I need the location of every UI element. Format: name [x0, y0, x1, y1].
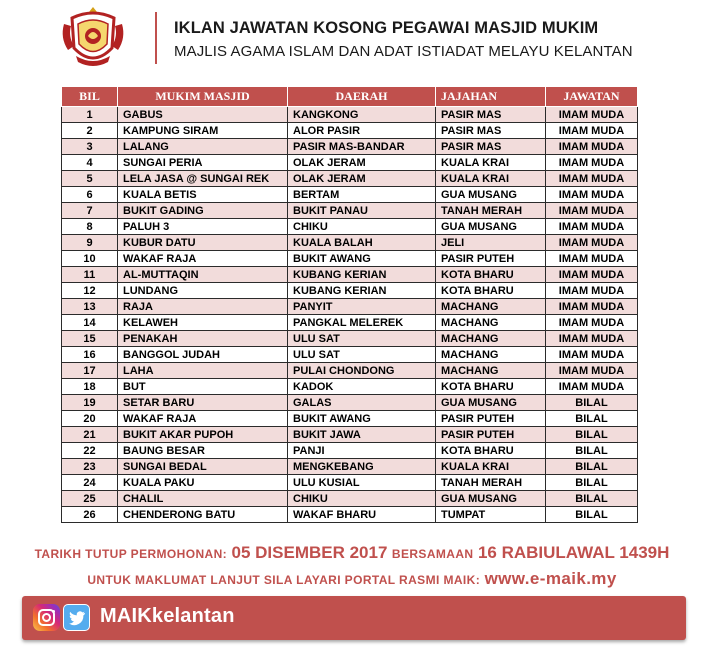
cell-jawatan: IMAM MUDA: [546, 347, 638, 363]
cell-daerah: ULU SAT: [288, 347, 436, 363]
cell-daerah: PANYIT: [288, 299, 436, 315]
cell-daerah: BUKIT AWANG: [288, 251, 436, 267]
cell-mukim-masjid: BUT: [118, 379, 288, 395]
cell-bil: 13: [62, 299, 118, 315]
cell-bil: 21: [62, 427, 118, 443]
cell-mukim-masjid: CHENDERONG BATU: [118, 507, 288, 523]
table-row: [62, 379, 638, 395]
cell-jajahan: KOTA BHARU: [436, 379, 546, 395]
cell-mukim-masjid: KELAWEH: [118, 315, 288, 331]
table-body: [62, 107, 638, 523]
cell-jawatan: IMAM MUDA: [546, 283, 638, 299]
cell-mukim-masjid: SETAR BARU: [118, 395, 288, 411]
cell-daerah: ULU SAT: [288, 331, 436, 347]
cell-daerah: MENGKEBANG: [288, 459, 436, 475]
cell-mukim-masjid: WAKAF RAJA: [118, 411, 288, 427]
cell-bil: 15: [62, 331, 118, 347]
cell-daerah: PASIR MAS-BANDAR: [288, 139, 436, 155]
table-row: [62, 427, 638, 443]
cell-mukim-masjid: AL-MUTTAQIN: [118, 267, 288, 283]
table-row: [62, 203, 638, 219]
cell-jajahan: KUALA KRAI: [436, 459, 546, 475]
cell-jawatan: IMAM MUDA: [546, 203, 638, 219]
cell-jajahan: MACHANG: [436, 331, 546, 347]
cell-jajahan: MACHANG: [436, 315, 546, 331]
cell-bil: 20: [62, 411, 118, 427]
cell-mukim-masjid: SUNGAI PERIA: [118, 155, 288, 171]
table-row: [62, 107, 638, 123]
cell-mukim-masjid: RAJA: [118, 299, 288, 315]
vacancy-table: [61, 86, 638, 523]
table-row: [62, 507, 638, 523]
cell-jajahan: PASIR PUTEH: [436, 427, 546, 443]
cell-bil: 1: [62, 107, 118, 123]
cell-jawatan: IMAM MUDA: [546, 187, 638, 203]
cell-jajahan: GUA MUSANG: [436, 491, 546, 507]
table-row: [62, 491, 638, 507]
info-line: [0, 569, 704, 589]
table-row: [62, 331, 638, 347]
page-title: IKLAN JAWATAN KOSONG PEGAWAI MASJID MUKIM: [174, 19, 599, 37]
cell-jajahan: MACHANG: [436, 299, 546, 315]
column-header-bil: BIL: [62, 87, 118, 107]
table-row: [62, 187, 638, 203]
table-row: [62, 363, 638, 379]
cell-jajahan: TUMPAT: [436, 507, 546, 523]
cell-jawatan: IMAM MUDA: [546, 107, 638, 123]
instagram-icon[interactable]: [33, 604, 60, 631]
cell-jajahan: MACHANG: [436, 363, 546, 379]
cell-mukim-masjid: CHALIL: [118, 491, 288, 507]
cell-jajahan: KUALA KRAI: [436, 155, 546, 171]
cell-bil: 14: [62, 315, 118, 331]
cell-daerah: KUALA BALAH: [288, 235, 436, 251]
table-row: [62, 315, 638, 331]
cell-mukim-masjid: LELA JASA @ SUNGAI REK: [118, 171, 288, 187]
table-row: [62, 347, 638, 363]
table-row: [62, 155, 638, 171]
cell-bil: 8: [62, 219, 118, 235]
cell-bil: 16: [62, 347, 118, 363]
closing-date-hijri: 16 RABIULAWAL 1439H: [477, 543, 670, 562]
table-row: [62, 267, 638, 283]
cell-jawatan: BILAL: [546, 443, 638, 459]
table-row: [62, 251, 638, 267]
cell-daerah: KUBANG KERIAN: [288, 267, 436, 283]
cell-daerah: PULAI CHONDONG: [288, 363, 436, 379]
cell-jajahan: TANAH MERAH: [436, 203, 546, 219]
portal-link[interactable]: www.e-maik.my: [484, 569, 617, 588]
cell-daerah: KADOK: [288, 379, 436, 395]
column-header-jajahan: JAJAHAN: [436, 87, 546, 107]
table-row: [62, 283, 638, 299]
cell-jajahan: JELI: [436, 235, 546, 251]
cell-jajahan: TANAH MERAH: [436, 475, 546, 491]
table-row: [62, 139, 638, 155]
cell-bil: 25: [62, 491, 118, 507]
cell-daerah: KANGKONG: [288, 107, 436, 123]
cell-jawatan: BILAL: [546, 491, 638, 507]
cell-mukim-masjid: LALANG: [118, 139, 288, 155]
cell-jawatan: IMAM MUDA: [546, 331, 638, 347]
cell-daerah: PANJI: [288, 443, 436, 459]
cell-mukim-masjid: KUALA PAKU: [118, 475, 288, 491]
cell-daerah: BUKIT PANAU: [288, 203, 436, 219]
cell-mukim-masjid: WAKAF RAJA: [118, 251, 288, 267]
cell-daerah: PANGKAL MELEREK: [288, 315, 436, 331]
cell-mukim-masjid: BAUNG BESAR: [118, 443, 288, 459]
cell-jawatan: BILAL: [546, 459, 638, 475]
cell-jawatan: IMAM MUDA: [546, 251, 638, 267]
column-header-jawatan: JAWATAN: [546, 87, 638, 107]
cell-daerah: OLAK JERAM: [288, 171, 436, 187]
cell-bil: 22: [62, 443, 118, 459]
cell-daerah: GALAS: [288, 395, 436, 411]
cell-mukim-masjid: BUKIT AKAR PUPOH: [118, 427, 288, 443]
cell-jawatan: IMAM MUDA: [546, 123, 638, 139]
cell-bil: 4: [62, 155, 118, 171]
cell-mukim-masjid: SUNGAI BEDAL: [118, 459, 288, 475]
table-row: [62, 459, 638, 475]
table-row: [62, 443, 638, 459]
cell-mukim-masjid: KUBUR DATU: [118, 235, 288, 251]
header-divider: [155, 12, 157, 64]
cell-jajahan: PASIR PUTEH: [436, 411, 546, 427]
cell-jawatan: IMAM MUDA: [546, 299, 638, 315]
cell-daerah: OLAK JERAM: [288, 155, 436, 171]
cell-daerah: ULU KUSIAL: [288, 475, 436, 491]
cell-jajahan: KOTA BHARU: [436, 283, 546, 299]
cell-jawatan: BILAL: [546, 427, 638, 443]
cell-mukim-masjid: LAHA: [118, 363, 288, 379]
cell-bil: 26: [62, 507, 118, 523]
cell-daerah: BUKIT JAWA: [288, 427, 436, 443]
cell-mukim-masjid: GABUS: [118, 107, 288, 123]
cell-jajahan: PASIR MAS: [436, 123, 546, 139]
instagram-lens: [42, 613, 51, 622]
page-subtitle: MAJLIS AGAMA ISLAM DAN ADAT ISTIADAT MELAYU KELANTAN: [174, 43, 633, 60]
cell-mukim-masjid: LUNDANG: [118, 283, 288, 299]
cell-mukim-masjid: PENAKAH: [118, 331, 288, 347]
table-row: [62, 475, 638, 491]
closing-date-label: TARIKH TUTUP PERMOHONAN:: [34, 547, 228, 561]
cell-bil: 6: [62, 187, 118, 203]
cell-bil: 7: [62, 203, 118, 219]
cell-bil: 23: [62, 459, 118, 475]
table-header-row: [62, 87, 638, 107]
cell-bil: 10: [62, 251, 118, 267]
cell-mukim-masjid: BUKIT GADING: [118, 203, 288, 219]
table-row: [62, 171, 638, 187]
maik-crest-icon: [58, 4, 128, 70]
cell-daerah: BERTAM: [288, 187, 436, 203]
cell-bil: 19: [62, 395, 118, 411]
twitter-icon[interactable]: [63, 604, 90, 631]
cell-jawatan: IMAM MUDA: [546, 139, 638, 155]
cell-jajahan: PASIR MAS: [436, 139, 546, 155]
cell-jajahan: PASIR MAS: [436, 107, 546, 123]
cell-jajahan: MACHANG: [436, 347, 546, 363]
cell-jawatan: BILAL: [546, 475, 638, 491]
cell-daerah: CHIKU: [288, 219, 436, 235]
header: [0, 0, 704, 74]
cell-jajahan: PASIR PUTEH: [436, 251, 546, 267]
cell-bil: 18: [62, 379, 118, 395]
closing-date-connector: BERSAMAAN: [391, 547, 474, 561]
cell-jajahan: GUA MUSANG: [436, 187, 546, 203]
table-row: [62, 411, 638, 427]
cell-jawatan: IMAM MUDA: [546, 219, 638, 235]
cell-bil: 9: [62, 235, 118, 251]
cell-bil: 12: [62, 283, 118, 299]
cell-jawatan: IMAM MUDA: [546, 379, 638, 395]
cell-mukim-masjid: KAMPUNG SIRAM: [118, 123, 288, 139]
table-row: [62, 299, 638, 315]
cell-jawatan: BILAL: [546, 507, 638, 523]
column-header-mukim-masjid: MUKIM MASJID: [118, 87, 288, 107]
table-row: [62, 235, 638, 251]
cell-jawatan: BILAL: [546, 395, 638, 411]
brand-handle: MAIKkelantan: [100, 605, 235, 627]
cell-mukim-masjid: PALUH 3: [118, 219, 288, 235]
cell-mukim-masjid: KUALA BETIS: [118, 187, 288, 203]
cell-daerah: KUBANG KERIAN: [288, 283, 436, 299]
cell-jajahan: GUA MUSANG: [436, 395, 546, 411]
cell-daerah: ALOR PASIR: [288, 123, 436, 139]
closing-date-value: 05 DISEMBER 2017: [231, 543, 388, 562]
cell-bil: 24: [62, 475, 118, 491]
cell-jawatan: IMAM MUDA: [546, 267, 638, 283]
twitter-bird-icon: [64, 605, 89, 630]
social-banner: [22, 596, 686, 640]
cell-daerah: WAKAF BHARU: [288, 507, 436, 523]
info-label: UNTUK MAKLUMAT LANJUT SILA LAYARI PORTAL RASMI MAIK:: [87, 573, 481, 587]
cell-jawatan: IMAM MUDA: [546, 315, 638, 331]
cell-jawatan: IMAM MUDA: [546, 171, 638, 187]
column-header-daerah: DAERAH: [288, 87, 436, 107]
cell-jajahan: KUALA KRAI: [436, 171, 546, 187]
table-row: [62, 219, 638, 235]
cell-jajahan: KOTA BHARU: [436, 443, 546, 459]
cell-jawatan: IMAM MUDA: [546, 235, 638, 251]
table-row: [62, 395, 638, 411]
cell-jajahan: KOTA BHARU: [436, 267, 546, 283]
cell-jawatan: IMAM MUDA: [546, 363, 638, 379]
closing-date-line: [0, 543, 704, 563]
cell-bil: 11: [62, 267, 118, 283]
cell-mukim-masjid: BANGGOL JUDAH: [118, 347, 288, 363]
cell-jawatan: IMAM MUDA: [546, 155, 638, 171]
cell-bil: 5: [62, 171, 118, 187]
cell-daerah: CHIKU: [288, 491, 436, 507]
cell-jawatan: BILAL: [546, 411, 638, 427]
cell-daerah: BUKIT AWANG: [288, 411, 436, 427]
cell-jajahan: GUA MUSANG: [436, 219, 546, 235]
instagram-flash-dot: [52, 610, 55, 613]
cell-bil: 2: [62, 123, 118, 139]
table-row: [62, 123, 638, 139]
cell-bil: 17: [62, 363, 118, 379]
cell-bil: 3: [62, 139, 118, 155]
